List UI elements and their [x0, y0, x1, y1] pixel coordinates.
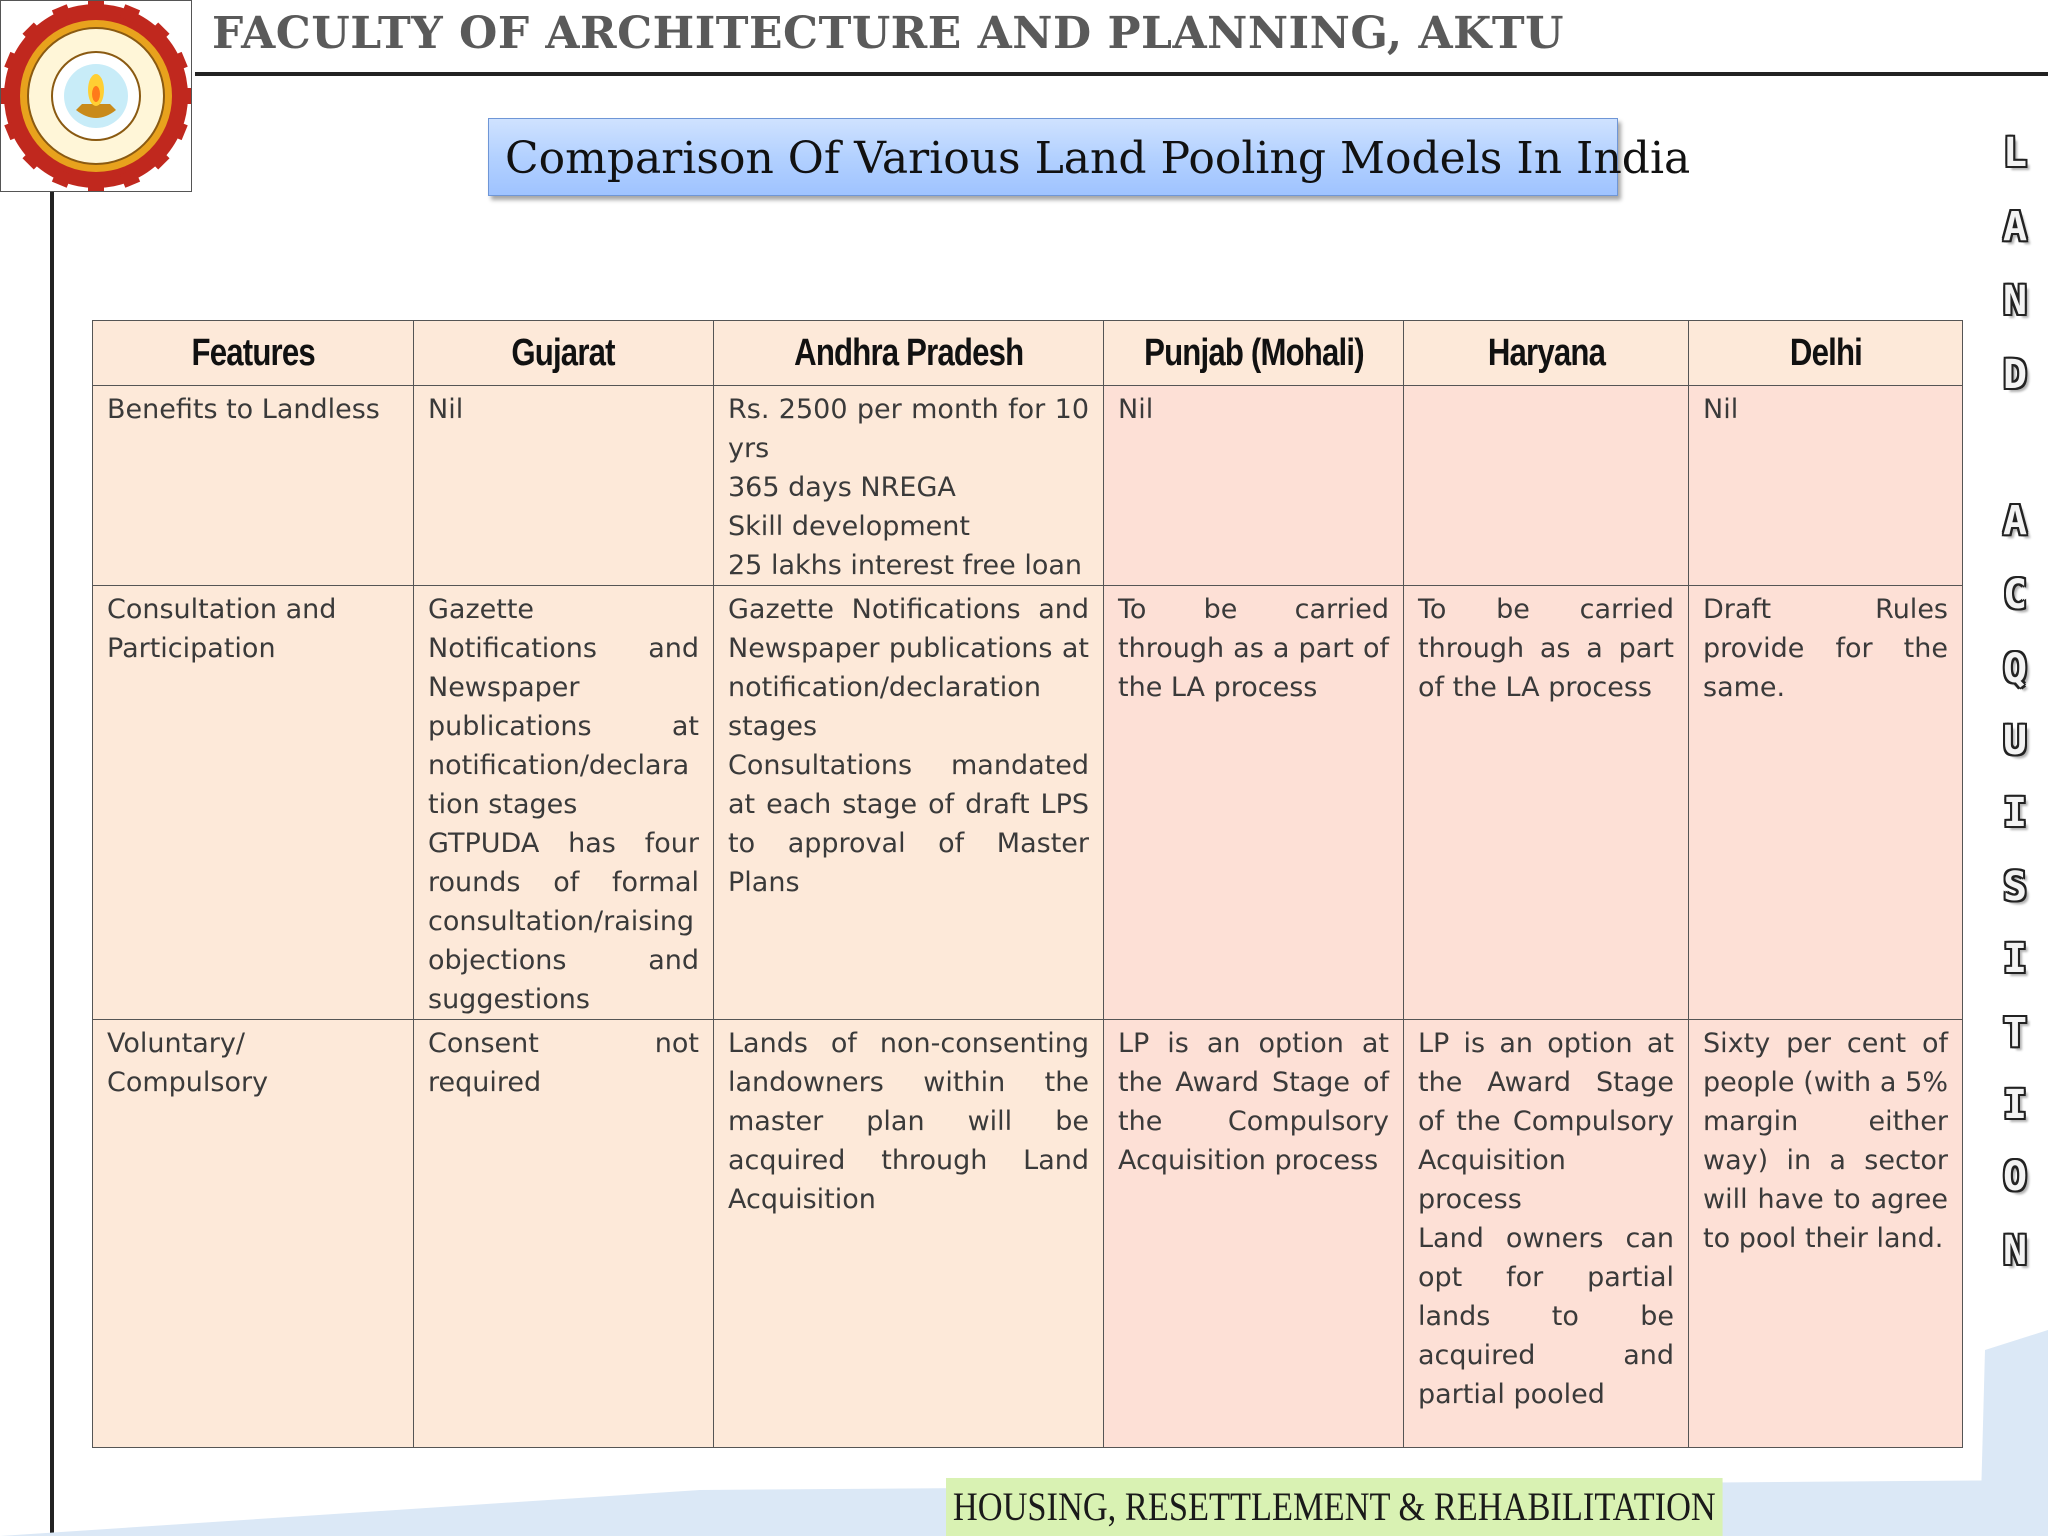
cell-text: Gazette Notifications and Newspaper publications at notification/declaration stages [728, 594, 1089, 742]
cell-gujarat [414, 586, 714, 1020]
side-letter: U [2002, 718, 2028, 764]
cell-gujarat [414, 386, 714, 586]
cell-delhi [1689, 586, 1963, 1020]
cell-text: GTPUDA has four rounds of formal consultation/raising objections and suggestions [428, 828, 699, 1015]
side-letter: Q [2002, 646, 2028, 692]
side-letter: N [2002, 278, 2028, 324]
cell-gujarat [414, 1020, 714, 1448]
cell-text: Nil [1703, 394, 1739, 425]
cell-text: Consultations mandated at each stage of draft LPS to approval of Master Plans [728, 750, 1089, 898]
cell-text: LP is an option at the Award Stage of the Compulsory Acquisition process [1118, 1028, 1389, 1176]
cell-text: Draft Rules provide for the same. [1703, 594, 1948, 703]
cell-text: Nil [1118, 394, 1154, 425]
side-letter: A [2002, 204, 2028, 250]
header-gujarat: Gujarat [414, 321, 714, 386]
cell-text: Sixty per cent of people (with a 5% margin either way) in a sector will have to agree to pool their land. [1703, 1028, 1948, 1254]
side-letter: O [2002, 1154, 2028, 1200]
footer-topic: HOUSING, RESETTLEMENT & REHABILITATION [946, 1478, 1723, 1536]
cell-andhra [714, 1020, 1104, 1448]
cell-haryana [1404, 586, 1689, 1020]
cell-text: Skill development [728, 511, 970, 542]
cell-haryana [1404, 1020, 1689, 1448]
table-header-row [93, 321, 1963, 386]
side-letter: D [2002, 352, 2028, 398]
cell-text: Consent not required [428, 1028, 699, 1098]
cell-text: LP is an option at the Award Stage of the Compulsory Acquisition process [1418, 1028, 1674, 1215]
table-row [93, 586, 1963, 1020]
table-row [93, 1020, 1963, 1448]
header-features: Features [93, 321, 414, 386]
cell-delhi [1689, 1020, 1963, 1448]
cell-text: 365 days NREGA [728, 472, 956, 503]
cell-haryana [1404, 386, 1689, 586]
side-letter: S [2002, 864, 2028, 910]
cell-andhra [714, 586, 1104, 1020]
right-decoration [1980, 1330, 2048, 1536]
side-letter: C [2002, 572, 2028, 618]
side-letter: T [2002, 1010, 2028, 1056]
header-delhi: Delhi [1689, 321, 1963, 386]
header-punjab: Punjab (Mohali) [1104, 321, 1404, 386]
header-andhra-pradesh: Andhra Pradesh [714, 321, 1104, 386]
left-margin-line [50, 192, 54, 1536]
cell-text: Rs. 2500 per month for 10 yrs [728, 394, 1089, 464]
cell-punjab [1104, 1020, 1404, 1448]
side-letter: I [2002, 1082, 2028, 1128]
cell-text: Land owners can opt for partial lands to be acquired and partial pooled [1418, 1223, 1674, 1410]
faculty-header-title: FACULTY OF ARCHITECTURE AND PLANNING, AKTU [212, 8, 1564, 59]
cell-punjab [1104, 386, 1404, 586]
cell-text: Gazette Notifications and Newspaper publications at notification/declaration stages [428, 594, 699, 820]
slide-title-box [488, 118, 1691, 196]
slide-title: Comparison Of Various Land Pooling Models In India [505, 133, 1691, 184]
feature-cell: Consultation and Participation [93, 586, 414, 1020]
header-divider [195, 72, 2048, 76]
cell-text: Nil [428, 394, 464, 425]
table-row [93, 386, 1963, 586]
comparison-table [92, 320, 1962, 1448]
cell-text: 25 lakhs interest free loan [728, 550, 1083, 581]
cell-andhra [714, 386, 1104, 586]
side-letter: I [2002, 790, 2028, 836]
header-haryana: Haryana [1404, 321, 1689, 386]
aktu-seal-icon [1, 1, 191, 191]
side-letter: N [2002, 1228, 2028, 1274]
feature-cell: Benefits to Landless [93, 386, 414, 586]
cell-text: To be carried through as a part of the LA process [1118, 594, 1389, 703]
university-logo [0, 0, 192, 192]
side-letter: A [2002, 498, 2028, 544]
side-letter: L [2002, 130, 2028, 176]
side-letter: I [2002, 936, 2028, 982]
cell-text: Lands of non-consenting landowners within the master plan will be acquired through Land Acquisition [728, 1028, 1089, 1215]
cell-delhi [1689, 386, 1963, 586]
feature-cell: Voluntary/ Compulsory [93, 1020, 414, 1448]
cell-punjab [1104, 586, 1404, 1020]
cell-text: To be carried through as a part of the LA process [1418, 594, 1674, 703]
